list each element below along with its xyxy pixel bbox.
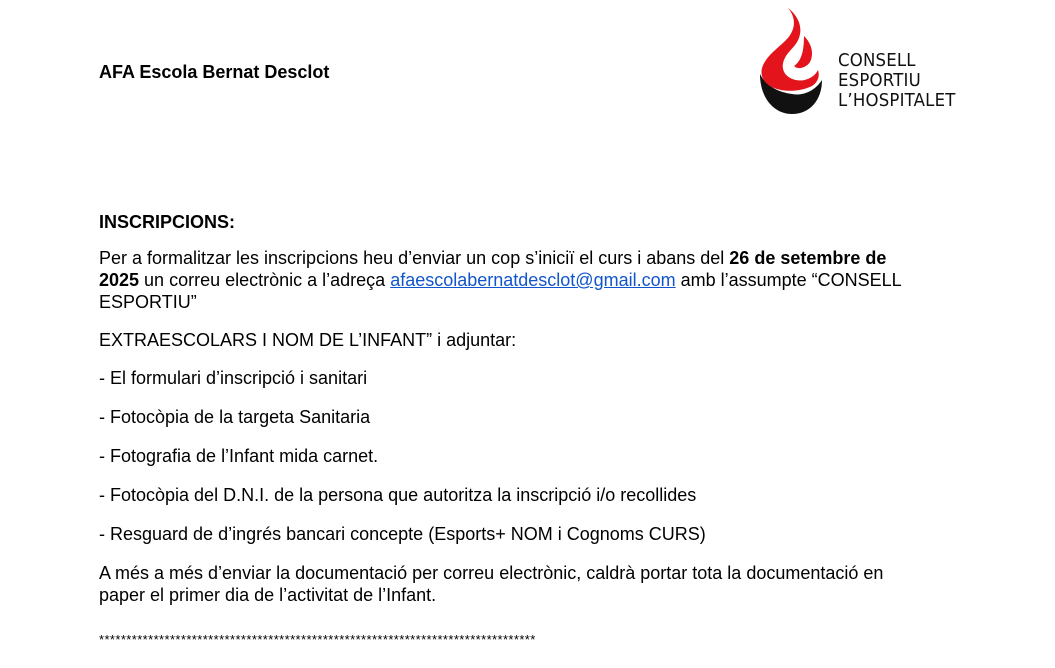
- list-item: - El formulari d’inscripció i sanitari: [99, 368, 368, 388]
- organization-name: AFA Escola Bernat Desclot: [99, 62, 330, 82]
- intro-text: Per a formalitzar les inscripcions heu d’enviar un cop s’iniciï el curs i abans del: [99, 248, 730, 268]
- list-item: - Fotografia de l’Infant mida carnet.: [99, 446, 379, 466]
- closing-paragraph: A més a més d’enviar la documentació per correu electrònic, caldrà portar tota la documentació en paper el primer dia de l’activitat de l’Infant.: [99, 563, 884, 605]
- list-item: - Resguard de d’ingrés bancari concepte (Esports+ NOM i Cognoms CURS): [99, 524, 706, 544]
- document-body: [99, 211, 914, 622]
- list-item: - Fotocòpia del D.N.I. de la persona que autoritza la inscripció i/o recollides: [99, 485, 697, 505]
- subject-continuation: EXTRAESCOLARS I NOM DE L’INFANT” i adjuntar:: [99, 330, 517, 350]
- logo-line: CONSELL: [838, 50, 916, 71]
- logo-wordmark: [838, 51, 956, 111]
- deadline-date: 26 de setembre de 2025: [99, 248, 887, 290]
- logo-line: ESPORTIU: [838, 70, 921, 91]
- flame-icon: [752, 6, 832, 118]
- intro-text: amb l’assumpte “CONSELL ESPORTIU”: [99, 270, 902, 312]
- separator-line: ********************************************************************************: [99, 632, 536, 647]
- intro-text: un correu electrònic a l’adreça: [139, 270, 391, 290]
- intro-paragraph: [99, 247, 914, 313]
- logo-line: L’HOSPITALET: [838, 90, 956, 111]
- list-item: - Fotocòpia de la targeta Sanitaria: [99, 407, 371, 427]
- consell-esportiu-logo: [752, 6, 962, 118]
- email-link[interactable]: afaescolabernatdesclot@gmail.com: [390, 270, 676, 290]
- section-heading: INSCRIPCIONS:: [99, 212, 236, 232]
